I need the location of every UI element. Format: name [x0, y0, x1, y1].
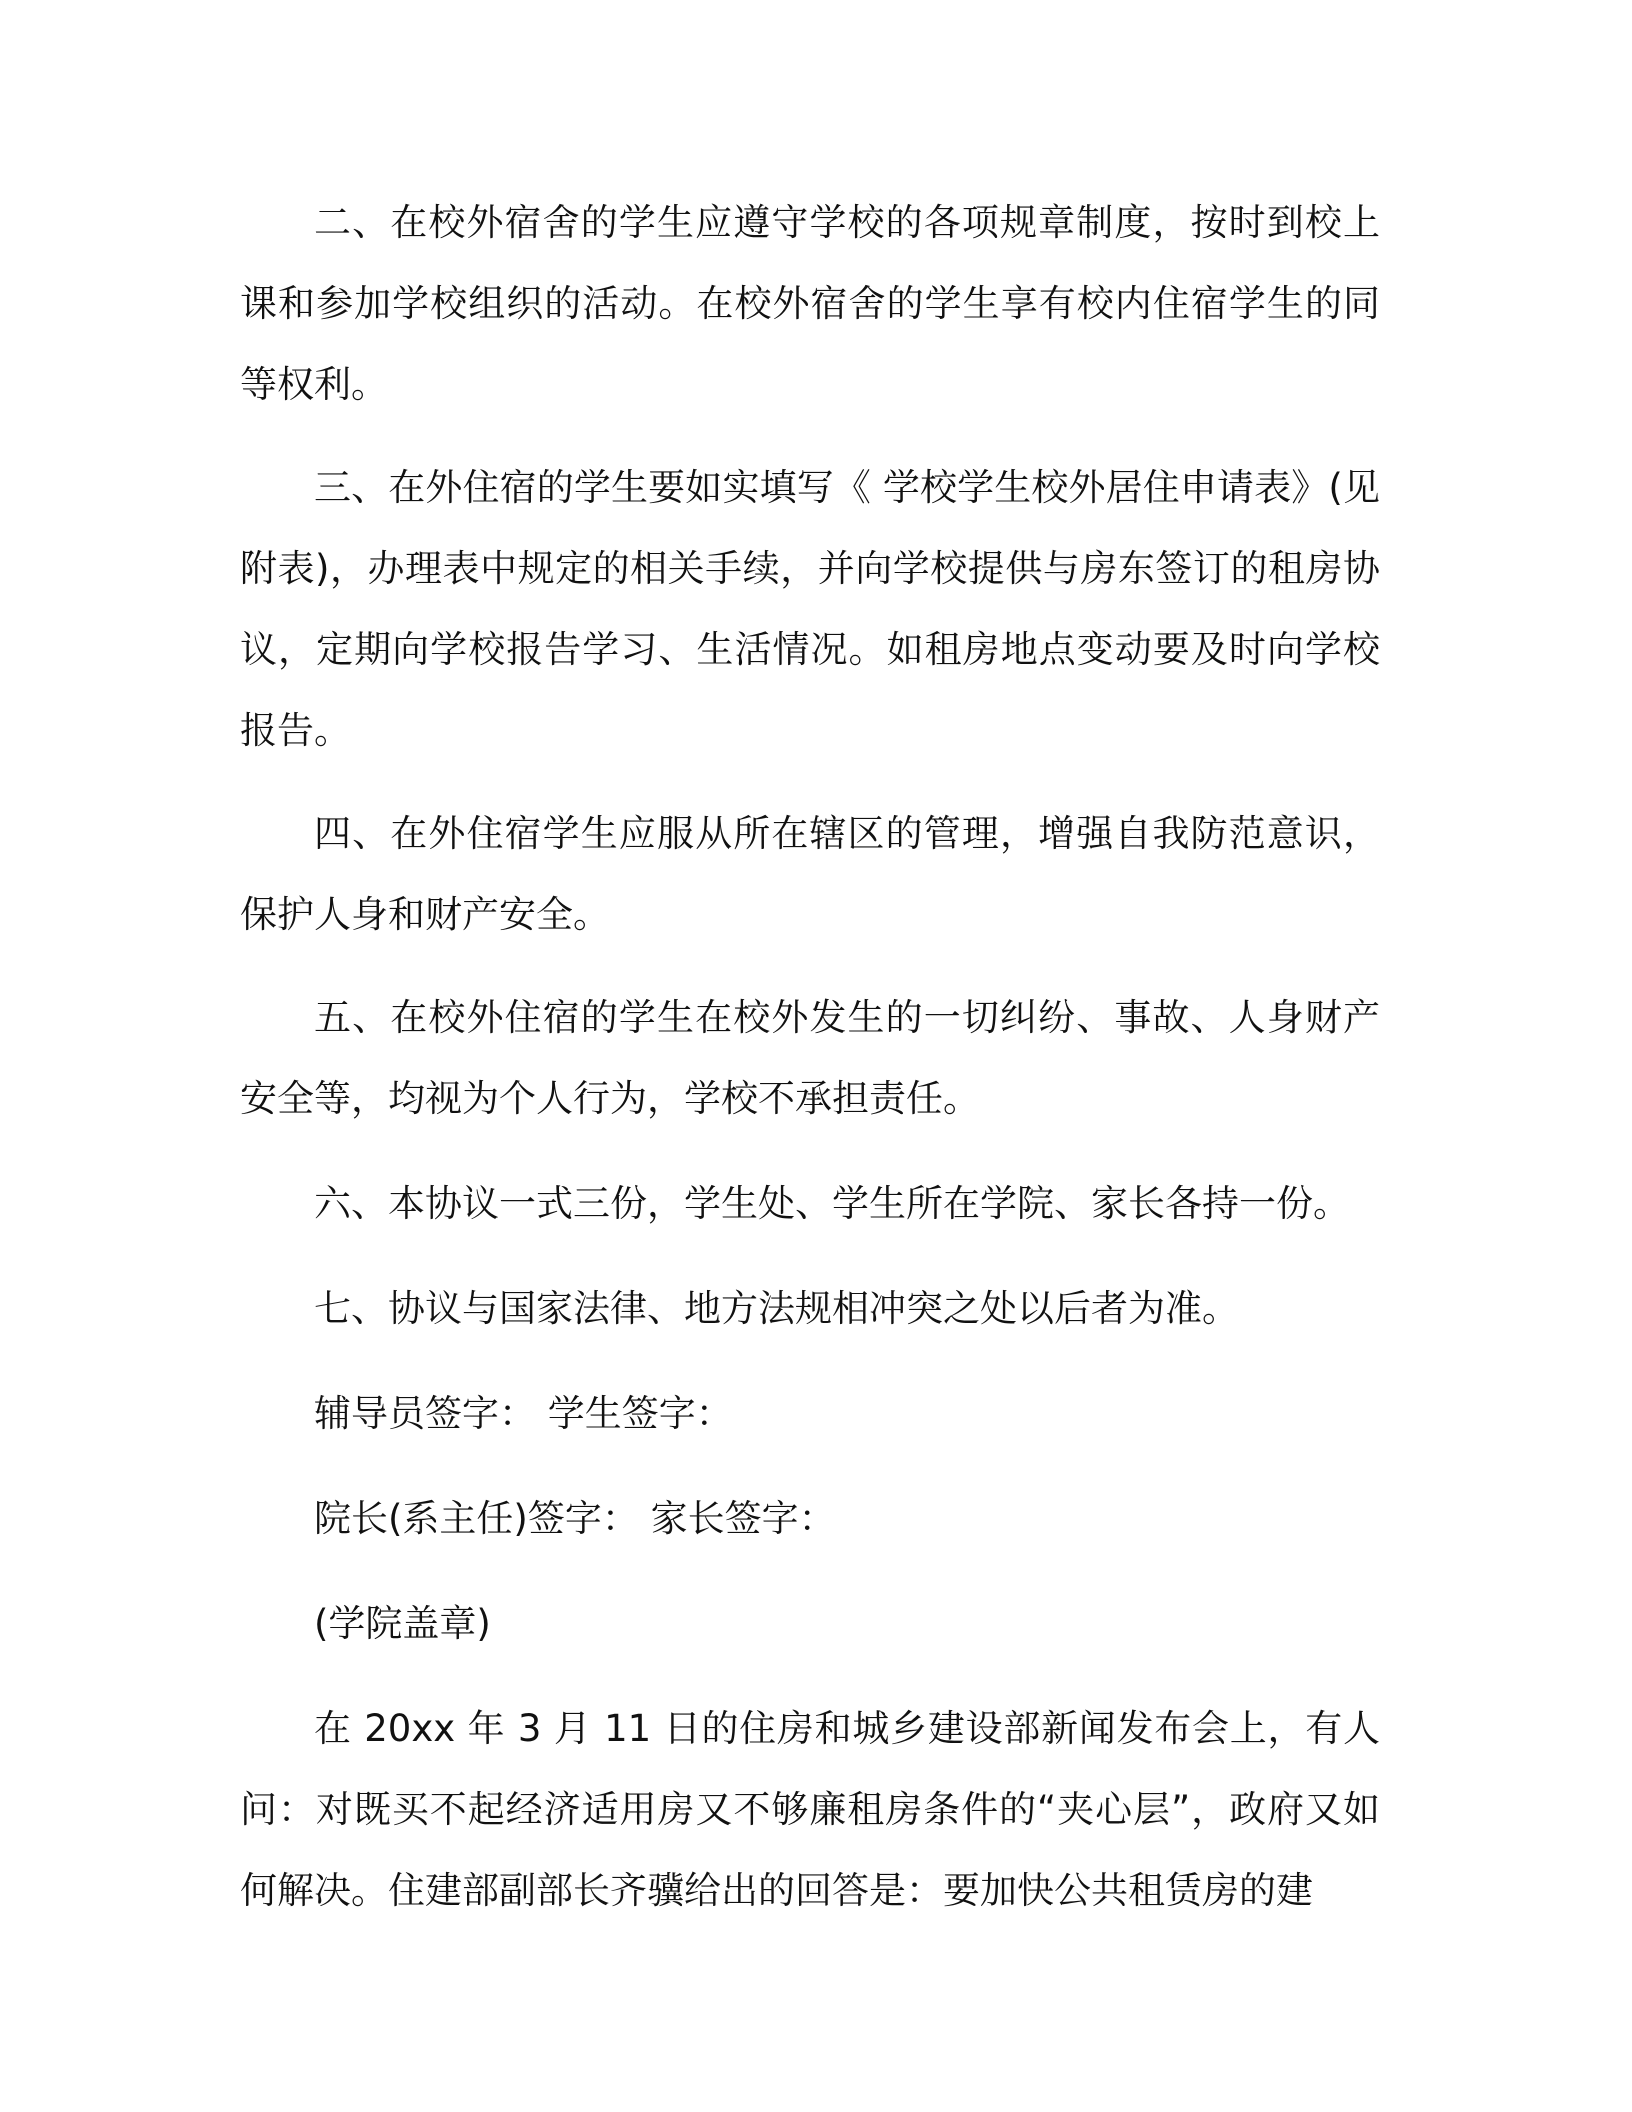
paragraph-4-safety: 四、在外住宿学生应服从所在辖区的管理，增强自我防范意识，保护人身和财产安全。 — [240, 812, 1380, 936]
paragraph-3-application-form: 三、在外住宿的学生要如实填写《 学校学生校外居住申请表》(见附表)，办理表中规定的相关手续，并向学校提供与房东签订的租房协议，定期向学校报告学习、生活情况。如租房地点变动要及时向学校报告。 — [240, 466, 1380, 752]
paragraph-5-liability: 五、在校外住宿的学生在校外发生的一切纠纷、事故、人身财产安全等，均视为个人行为，学校不承担责任。 — [240, 996, 1380, 1120]
signature-line-dean-parent: 院长(系主任)签字： 家长签字： — [314, 1497, 836, 1540]
paragraph-6-copies: 六、本协议一式三份，学生处、学生所在学院、家长各持一份。 — [314, 1182, 1350, 1225]
signature-line-counselor-student: 辅导员签字： 学生签字： — [314, 1392, 733, 1435]
paragraph-housing-press-conference: 在 20xx 年 3 月 11 日的住房和城乡建设部新闻发布会上，有人问：对既买不起经济适用房又不够廉租房条件的“夹心层”，政府又如何解决。住建部副部长齐骥给出的回答是：要加快公共租赁房的建 — [240, 1707, 1380, 1912]
document-body — [240, 182, 1380, 1931]
college-seal-line: (学院盖章) — [314, 1602, 491, 1645]
paragraph-2-dormitory-rules: 二、在校外宿舍的学生应遵守学校的各项规章制度，按时到校上课和参加学校组织的活动。在校外宿舍的学生享有校内住宿学生的同等权利。 — [240, 201, 1380, 406]
paragraph-7-law-precedence: 七、协议与国家法律、地方法规相冲突之处以后者为准。 — [314, 1287, 1239, 1330]
